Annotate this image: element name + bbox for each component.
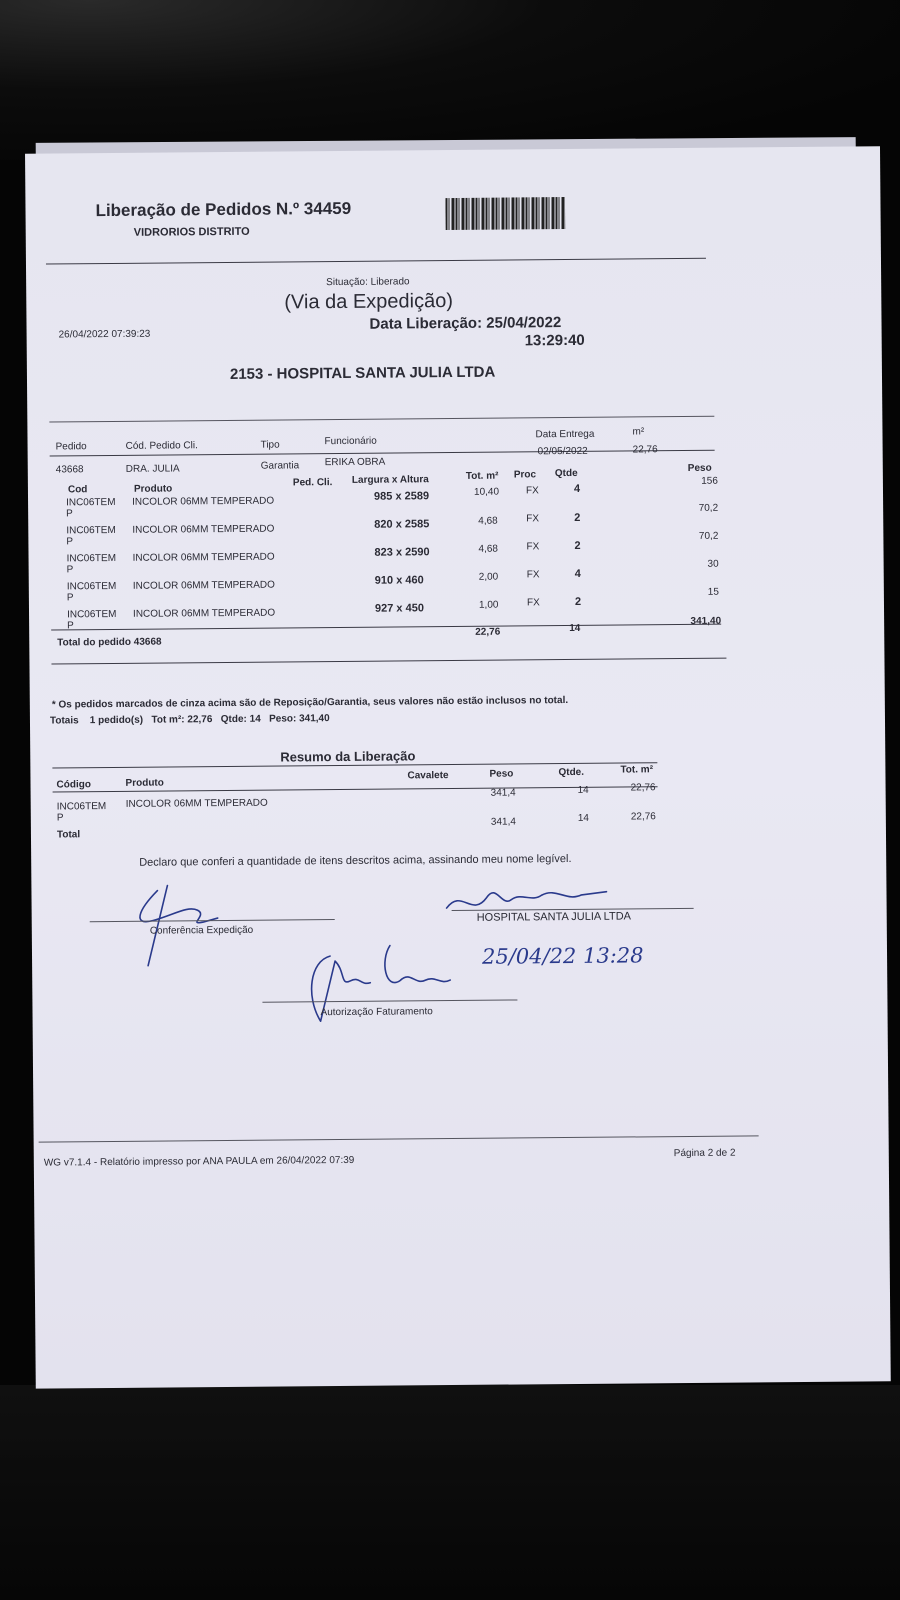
item-tot-m2: 4,68 [478, 515, 498, 527]
item-produto: INCOLOR 06MM TEMPERADO [132, 607, 276, 620]
item-cod: INC06TEM [66, 580, 117, 593]
via-label: (Via da Expedição) [284, 290, 454, 314]
resumo-row-tot-m2: 22,76 [630, 782, 656, 794]
item-qtde: 4 [573, 482, 581, 495]
item-proc: FX [526, 513, 540, 525]
resumo-row-codigo: INC06TEM [56, 801, 107, 813]
footer-left: WG v7.1.4 - Relatório impresso por ANA PAULA em 26/04/2022 07:39 [43, 1154, 355, 1169]
header-divider [46, 258, 706, 265]
item-qtde: 4 [574, 567, 581, 580]
declaration-text: Declaro que conferi a quantidade de itens descritos acima, assinando meu nome legível. [139, 852, 572, 869]
document-title: Liberação de Pedidos N.º 34459 [95, 198, 352, 221]
order-total-qtde: 14 [569, 622, 581, 634]
item-proc: FX [526, 597, 540, 609]
situacao-label: Situação: Liberado [326, 276, 410, 289]
col-tipo: Tipo [260, 439, 280, 451]
photo-background-bottom [0, 1385, 900, 1600]
item-produto: INCOLOR 06MM TEMPERADO [132, 579, 275, 592]
item-dimensions: 985 x 2589 [373, 490, 430, 503]
order-total-m2: 22,76 [475, 626, 501, 638]
item-col-peso: Peso [687, 462, 712, 474]
item-proc: FX [525, 485, 539, 497]
resumo-total-tot-m2: 22,76 [630, 811, 656, 823]
item-peso: 15 [707, 586, 719, 598]
resumo-total-peso: 341,4 [490, 816, 516, 828]
value-m2: 22,76 [632, 444, 658, 456]
item-qtde: 2 [574, 595, 582, 608]
totals-line: Totais 1 pedido(s) Tot m²: 22,76 Qtde: 14 Peso: 341,40 [49, 713, 330, 727]
resumo-col-cavalete: Cavalete [407, 770, 449, 782]
item-cod: INC06TEM [66, 608, 117, 621]
item-proc: FX [526, 541, 540, 553]
document-page [25, 146, 891, 1388]
item-cod: INC06TEM [66, 552, 117, 565]
signature-autorizacao [290, 940, 461, 1031]
item-cod-suffix: P [66, 536, 74, 548]
item-peso: 156 [701, 475, 718, 487]
cliente-name: 2153 - HOSPITAL SANTA JULIA LTDA [229, 363, 496, 383]
value-funcionario: ERIKA OBRA [324, 456, 386, 469]
data-liberacao: Data Liberação: 25/04/2022 [369, 314, 562, 333]
barcode [445, 197, 565, 230]
footer-page-number: Página 2 de 2 [673, 1147, 736, 1160]
item-col-produto: Produto [133, 483, 173, 495]
item-dimensions: 910 x 460 [374, 574, 424, 587]
resumo-total-qtde: 14 [577, 812, 590, 824]
item-col-ped-cli: Ped. Cli. [292, 477, 333, 489]
order-total-label: Total do pedido 43668 [57, 636, 162, 649]
resumo-col-produto: Produto [125, 777, 164, 789]
item-cod-suffix: P [66, 564, 74, 576]
item-produto: INCOLOR 06MM TEMPERADO [132, 495, 275, 508]
item-peso: 30 [707, 558, 719, 570]
item-tot-m2: 2,00 [478, 571, 499, 583]
resumo-row-qtde: 14 [577, 784, 589, 796]
value-data-entrega: 02/05/2022 [537, 445, 588, 458]
col-m2: m² [632, 426, 645, 438]
item-col-qtde: Qtde [554, 467, 578, 480]
item-col-cod: Cod [67, 484, 88, 496]
hora-liberacao: 13:29:40 [524, 331, 585, 350]
value-cod-pedido-cli: DRA. JULIA [125, 463, 180, 475]
item-tot-m2: 1,00 [478, 599, 499, 611]
autorizacao-label: Autorização Faturamento [320, 1006, 433, 1019]
resumo-row-produto: INCOLOR 06MM TEMPERADO [125, 797, 268, 810]
item-dimensions: 820 x 2585 [374, 518, 430, 531]
item-peso: 70,2 [698, 502, 719, 514]
photo-background-top [0, 0, 900, 160]
item-produto: INCOLOR 06MM TEMPERADO [132, 523, 275, 536]
reposicao-note: * Os pedidos marcados de cinza acima são de Reposição/Garantia, seus valores não estão inclusos no total. [51, 695, 569, 711]
resumo-title: Resumo da Liberação [280, 748, 416, 765]
item-cod-suffix: P [67, 620, 74, 632]
item-dimensions: 927 x 450 [374, 602, 424, 615]
item-qtde: 2 [574, 539, 581, 552]
col-cod-pedido-cli: Cód. Pedido Cli. [125, 440, 198, 452]
item-tot-m2: 4,68 [478, 543, 499, 555]
resumo-total-label: Total [56, 829, 81, 841]
resumo-col-peso: Peso [489, 768, 514, 780]
item-proc: FX [526, 569, 540, 581]
item-col-largura-altura: Largura x Altura [351, 474, 429, 486]
order-total-peso: 341,40 [690, 615, 722, 627]
item-col-tot-m2: Tot. m² [465, 470, 499, 482]
item-peso: 70,2 [698, 530, 719, 542]
col-data-entrega: Data Entrega [535, 428, 595, 441]
company-name: VIDRORIOS DISTRITO [133, 225, 250, 239]
item-produto: INCOLOR 06MM TEMPERADO [132, 551, 275, 564]
resumo-row-codigo-suffix: P [56, 812, 64, 824]
item-cod-suffix: P [66, 508, 73, 520]
order-bottom-rule [51, 658, 726, 665]
resumo-col-tot-m2: Tot. m² [620, 764, 654, 776]
item-cod: INC06TEM [66, 496, 116, 509]
value-pedido: 43668 [55, 464, 84, 476]
value-tipo: Garantia [260, 460, 300, 472]
printed-timestamp: 26/04/2022 07:39:23 [58, 328, 151, 341]
col-pedido: Pedido [55, 441, 87, 453]
handwritten-date: 25/04/22 13:28 [481, 943, 644, 969]
col-funcionario: Funcionário [324, 435, 377, 448]
resumo-row-peso: 341,4 [490, 787, 516, 799]
resumo-col-codigo: Código [56, 779, 92, 791]
item-qtde: 2 [574, 511, 581, 524]
hospital-label: HOSPITAL SANTA JULIA LTDA [476, 910, 631, 924]
footer-rule [39, 1135, 759, 1142]
item-cod-suffix: P [66, 592, 74, 604]
item-dimensions: 823 x 2590 [374, 546, 430, 559]
item-tot-m2: 10,40 [473, 486, 500, 498]
order-total-rule [51, 624, 721, 631]
item-col-proc: Proc [513, 469, 537, 481]
item-cod: INC06TEM [66, 524, 116, 537]
order-table-top-rule [49, 416, 714, 423]
conferencia-label: Conferência Expedição [149, 924, 254, 937]
resumo-col-qtde: Qtde. [558, 766, 585, 779]
